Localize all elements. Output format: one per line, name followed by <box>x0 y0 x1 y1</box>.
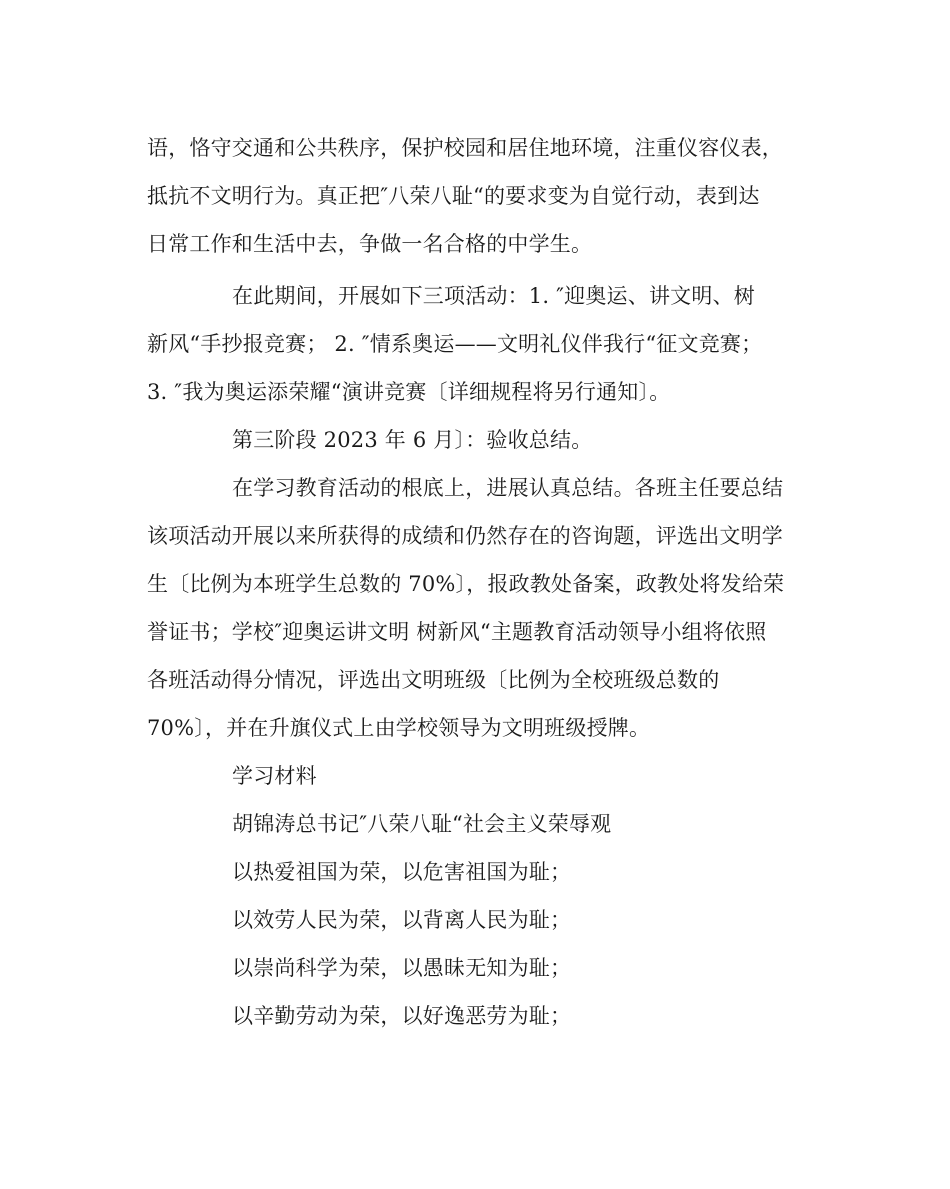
body-line: 日常工作和生活中去，争做一名合格的中学生。 <box>147 232 593 256</box>
body-line: 3. ″我为奥运添荣耀“演讲竞赛〔详细规程将另行通知〕。 <box>147 380 671 404</box>
list-item: 以崇尚科学为荣，以愚昧无知为耻； <box>232 956 572 980</box>
paragraph-first-line: 在学习教育活动的根底上，进展认真总结。各班主任要总结 <box>232 476 784 500</box>
list-item: 以效劳人民为荣，以背离人民为耻； <box>232 908 572 932</box>
body-line: 生〔比例为本班学生总数的 70%〕，报政教处备案，政教处将发给荣 <box>147 572 785 596</box>
section-heading: 学习材料 <box>232 764 317 788</box>
list-item: 以热爱祖国为荣，以危害祖国为耻； <box>232 860 572 884</box>
body-line: 语，恪守交通和公共秩序，保护校园和居住地环境，注重仪容仪表， <box>147 136 783 160</box>
body-line: 誉证书；学校″迎奥运讲文明 树新风“主题教育活动领导小组将依照 <box>147 620 767 644</box>
body-line: 70%〕，并在升旗仪式上由学校领导为文明班级授牌。 <box>147 716 651 740</box>
body-line: 新风“手抄报竞赛； 2. ″情系奥运——文明礼仪伴我行“征文竞赛； <box>147 332 763 356</box>
body-line: 抵抗不文明行为。真正把″八荣八耻“的要求变为自觉行动，表到达 <box>147 184 760 208</box>
paragraph-first-line: 在此期间，开展如下三项活动：1. ″迎奥运、讲文明、树 <box>232 284 755 308</box>
section-heading: 第三阶段 2023 年 6 月〕：验收总结。 <box>232 428 593 452</box>
list-item: 以辛勤劳动为荣，以好逸恶劳为耻； <box>232 1004 572 1028</box>
subheading: 胡锦涛总书记″八荣八耻“社会主义荣辱观 <box>232 812 612 836</box>
body-line: 各班活动得分情况，评选出文明班级〔比例为全校班级总数的 <box>147 668 720 692</box>
body-line: 该项活动开展以来所获得的成绩和仍然存在的咨询题，评选出文明学 <box>147 524 783 548</box>
